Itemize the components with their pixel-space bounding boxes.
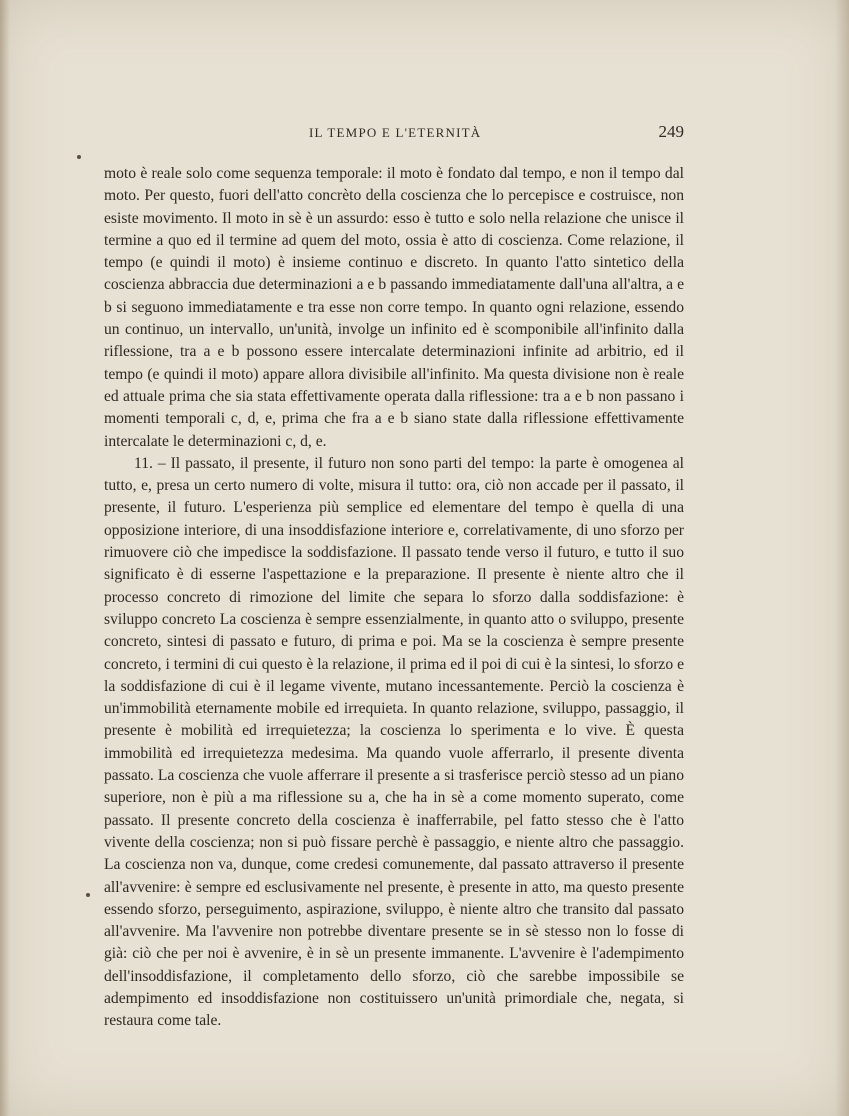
page-body xyxy=(104,163,684,1033)
paragraph-1: moto è reale solo come sequenza temporale: il moto è fondato dal tempo, e non il tempo dal moto. Per questo, fuori dell'atto concrèto della coscienza che lo percepisce e costruisce, non esiste movimento. Il moto in sè è un assurdo: esso è tutto e solo nella relazione che unisce il termine a quo ed il termine ad quem del moto, ossia è atto di coscienza. Come relazione, il tempo (e quindi il moto) è insieme continuo e discreto. In quanto l'atto sintetico della coscienza abbraccia due determinazioni a e b passando immediatamente dall'una all'altra, a e b si seguono immediatamente e tra esse non corre tempo. In quanto ogni relazione, essendo un continuo, un intervallo, un'unità, involge un infinito ed è scomponibile all'infinito dalla riflessione, tra a e b possono essere intercalate determinazioni infinite ad arbitrio, ed il tempo (e quindi il moto) appare allora divisibile all'infinito. Ma questa divisione non è reale ed attuale prima che sia stata effettivamente operata dalla riflessione: tra a e b non passano i momenti temporali c, d, e, prima che fra a e b siano state dalla riflessione effettivamente intercalate le determinazioni c, d, e. xyxy=(104,165,684,450)
page-number: 249 xyxy=(658,122,684,141)
page-binding-shadow xyxy=(0,0,10,1116)
paragraph-2: 11. – Il passato, il presente, il futuro non sono parti del tempo: la parte è omogenea al tutto, e, presa un certo numero di volte, misura il tutto: ora, ciò non accade per il passato, il presente, il futuro. L'esperienza più semplice ed elementare del tempo è quella di una opposizione interiore, di una insoddisfazione interiore e, correlativamente, di uno sforzo per rimuovere ciò che impedisce la soddisfazione. Il passato tende verso il futuro, e tutto il suo significato è di esserne l'aspettazione e la preparazione. Il presente è niente altro che il processo concreto di rimozione del limite che separa lo sforzo dalla soddisfazione: è sviluppo concreto La coscienza è sempre essenzialmente, in quanto atto o sviluppo, presente concreto, sintesi di passato e futuro, di prima e poi. Ma se la coscienza è sempre presente concreto, i termini di cui questo è la relazione, il prima ed il poi di cui è la sintesi, lo sforzo e la soddisfazione di cui è il legame vivente, mutano incessantemente. Perciò la coscienza è un'immobilità eternamente mobile ed irrequieta. In quanto relazione, sviluppo, passaggio, il presente è mobilità ed irrequietezza; la coscienza lo sperimenta e lo vive. È questa immobilità ed irrequietezza medesima. Ma quando vuole afferrarlo, il presente diventa passato. La coscienza che vuole afferrare il presente a si trasferisce perciò stesso ad un piano superiore, non è più a ma riflessione su a, che ha in sè a come momento superato, come passato. Il presente concreto della coscienza è inafferrabile, pel fatto stesso che è l'atto vivente della coscienza; non si può fissare perchè è passaggio, e niente altro che passaggio. La coscienza non va, dunque, come credesi comunemente, dal passato attraverso il presente all'avvenire: è sempre ed esclusivamente nel presente, è presente in atto, ma questo presente essendo sforzo, perseguimento, aspirazione, sviluppo, è niente altro che transito dal passato all'avvenire. Ma l'avvenire non potrebbe diventare presente se in sè stesso non lo fosse di già: ciò che per noi è avvenire, è in sè un presente immanente. L'avvenire è l'adempimento dell'insoddisfazione, il completamento dello sforzo, ciò che sarebbe impossibile se adempimento ed insoddisfazione non costituissero un'unità primordiale che, negata, si restaura come tale. xyxy=(104,454,684,1030)
page-header xyxy=(104,122,684,144)
ink-speck xyxy=(77,155,81,159)
running-title: IL TEMPO E L'ETERNITÀ xyxy=(309,125,482,140)
ink-speck xyxy=(86,893,90,897)
